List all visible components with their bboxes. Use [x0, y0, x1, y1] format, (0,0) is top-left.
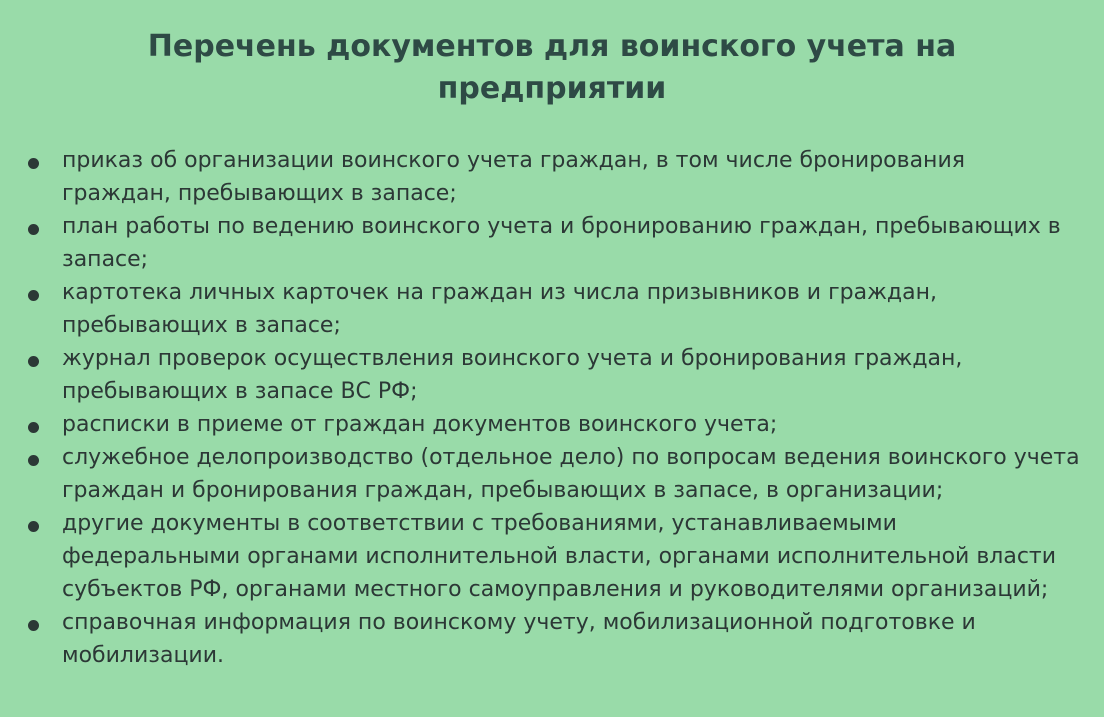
document-list — [24, 144, 1080, 672]
list-item — [24, 210, 1080, 276]
bullet-icon — [28, 455, 39, 466]
list-item — [24, 144, 1080, 210]
list-item-text: журнал проверок осуществления воинского учета и бронирования граждан, пребывающих в запасе ВС РФ; — [62, 346, 963, 404]
list-item — [24, 606, 1080, 672]
list-item — [24, 507, 1080, 606]
bullet-icon — [28, 158, 39, 169]
list-item-text: расписки в приеме от граждан документов воинского учета; — [62, 412, 778, 437]
page-title: Перечень документов для воинского учета на предприятии — [147, 29, 957, 106]
bullet-icon — [28, 290, 39, 301]
bullet-icon — [28, 521, 39, 532]
bullet-icon — [28, 422, 39, 433]
list-item-text: справочная информация по воинскому учету, мобилизационной подготовке и мобилизации. — [62, 610, 976, 668]
bullet-icon — [28, 224, 39, 235]
list-item-text: приказ об организации воинского учета граждан, в том числе бронирования граждан, пребывающих в запасе; — [62, 148, 965, 206]
list-item — [24, 441, 1080, 507]
list-item — [24, 408, 1080, 441]
list-item-text: служебное делопроизводство (отдельное дело) по вопросам ведения воинского учета граждан и бронирования граждан, пребывающих в запасе, в организации; — [62, 445, 1080, 503]
list-item-text: план работы по ведению воинского учета и бронированию граждан, пребывающих в запасе; — [62, 214, 1061, 272]
list-item-text: другие документы в соответствии с требованиями, устанавливаемыми федеральными органами исполнительной власти, органами исполнительной власти субъектов РФ, органами местного самоуправления и руководителями организаций; — [62, 511, 1057, 602]
bullet-icon — [28, 356, 39, 367]
list-item-text: картотека личных карточек на граждан из числа призывников и граждан, пребывающих в запасе; — [62, 280, 937, 338]
list-item — [24, 276, 1080, 342]
list-item — [24, 342, 1080, 408]
bullet-icon — [28, 620, 39, 631]
